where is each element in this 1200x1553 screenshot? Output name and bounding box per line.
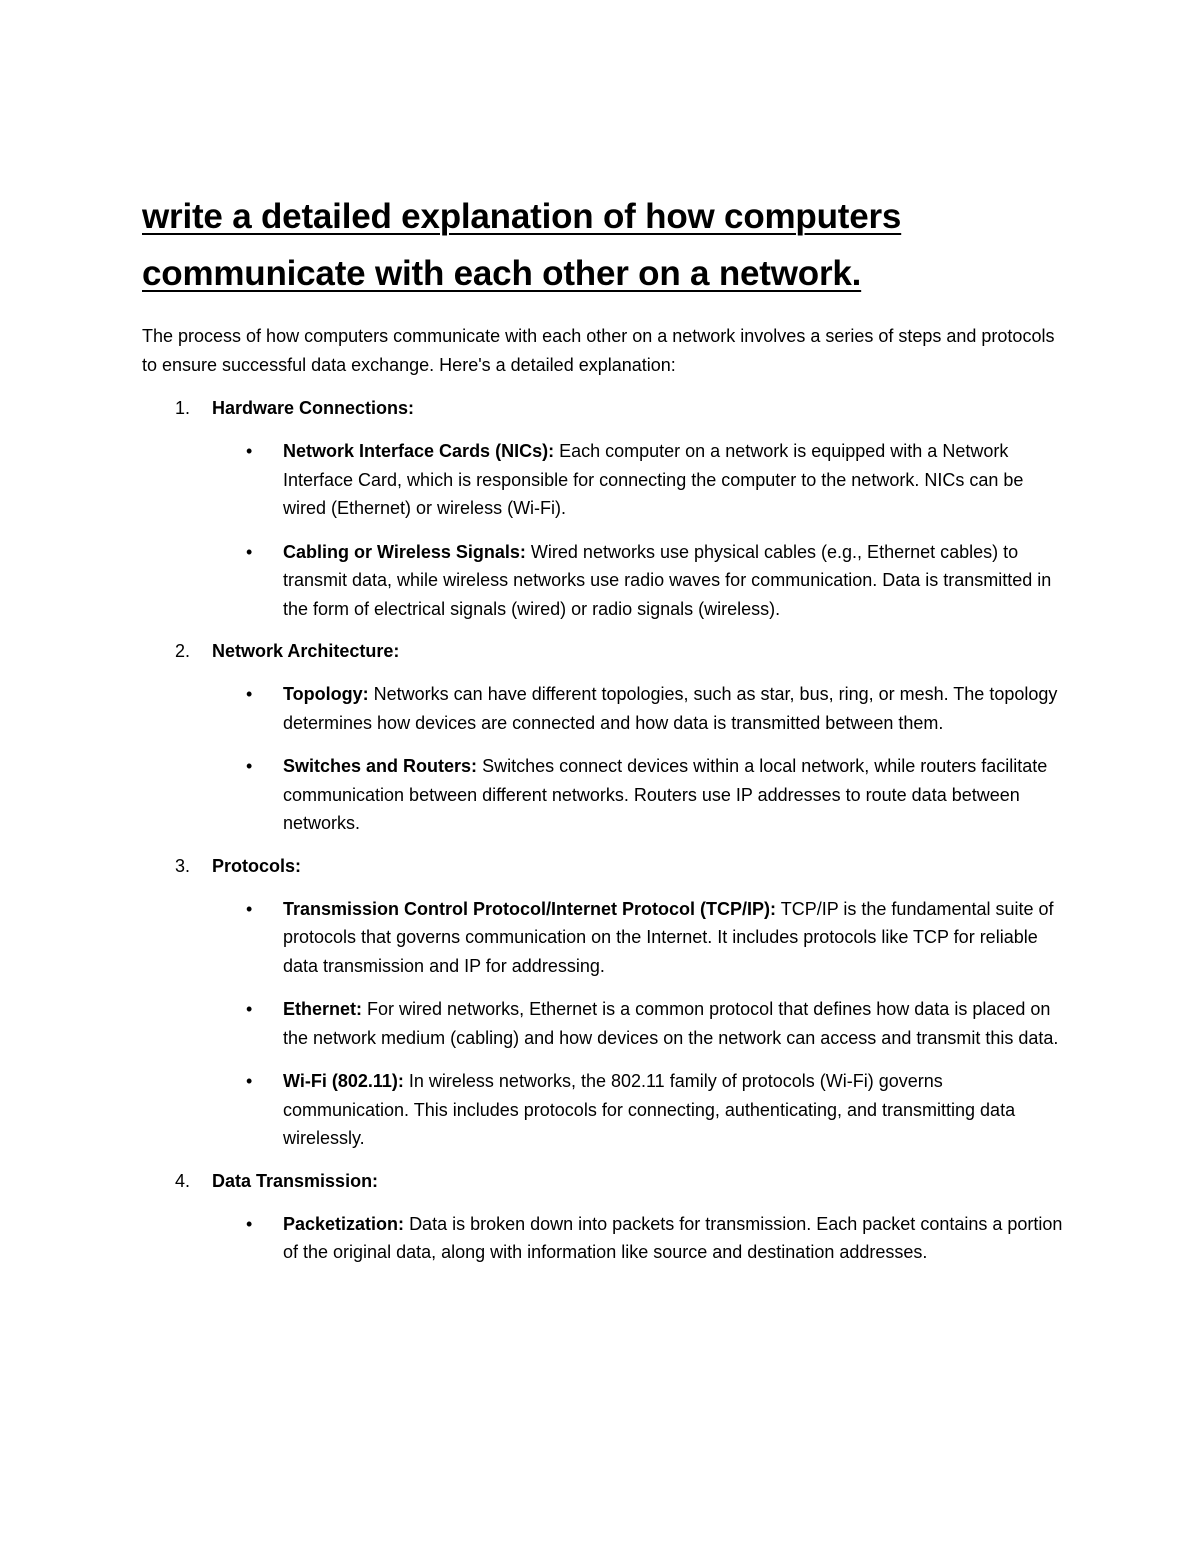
bullet-item-wifi	[142, 1067, 1063, 1153]
bullet-item-ethernet	[142, 995, 1063, 1052]
section-number: 1.	[175, 398, 191, 418]
document-content	[142, 188, 1062, 1281]
section-heading	[142, 852, 1062, 881]
bullet-list	[142, 895, 1062, 1153]
bullet-term: Ethernet:	[283, 999, 363, 1019]
section-data-transmission	[142, 1167, 1062, 1267]
bullet-text: TCP/IP is the fundamental suite of protocols that governs communication on the Internet. It includes protocols like TCP for reliable data transmission and IP for addressing.	[283, 898, 1054, 976]
section-list	[142, 394, 1062, 1267]
section-heading	[142, 637, 1062, 666]
bullet-icon: •	[246, 898, 253, 919]
bullet-icon: •	[246, 541, 253, 562]
title-line-2: communicate with each other on a network.	[142, 254, 862, 293]
title-line-1: write a detailed explanation of how computers	[142, 197, 902, 236]
bullet-term: Packetization:	[283, 1213, 405, 1234]
bullet-icon: •	[246, 441, 253, 461]
intro-paragraph: The process of how computers communicate with each other on a network involves a series of steps and protocols to ensure successful data exchange. Here's a detailed explanation:	[142, 326, 1055, 375]
bullet-item-cabling	[142, 538, 1063, 624]
section-number: 3.	[175, 855, 191, 876]
section-number: 2.	[175, 641, 191, 661]
bullet-list	[142, 437, 1062, 623]
bullet-item-switches-routers	[142, 752, 1063, 838]
bullet-text: Each computer on a network is equipped with a Network Interface Card, which is responsible for connecting the computer to the network. NICs can be wired (Ethernet) or wireless (Wi-Fi).	[283, 441, 1024, 518]
bullet-icon: •	[246, 756, 253, 776]
bullet-item-tcp-ip	[142, 895, 1063, 981]
section-number: 4.	[175, 1170, 191, 1191]
bullet-text: Wired networks use physical cables (e.g., Ethernet cables) to transmit data, while wireless networks use radio waves for communication. Data is transmitted in the form of electrical signals (wired) or radio signals (wireless).	[283, 541, 1052, 619]
bullet-icon: •	[246, 999, 253, 1019]
bullet-list	[142, 680, 1062, 838]
bullet-term: Switches and Routers:	[283, 756, 478, 776]
bullet-item-topology	[142, 680, 1063, 737]
bullet-term: Transmission Control Protocol/Internet Protocol (TCP/IP):	[283, 898, 777, 919]
bullet-item-nics	[142, 437, 1063, 523]
bullet-icon: •	[246, 1071, 253, 1091]
section-title: Hardware Connections:	[212, 398, 415, 418]
bullet-text: In wireless networks, the 802.11 family of protocols (Wi-Fi) governs communication. This includes protocols for connecting, authenticating, and transmitting data wirelessly.	[283, 1071, 1016, 1148]
bullet-text: For wired networks, Ethernet is a common protocol that defines how data is placed on the network medium (cabling) and how devices on the network can access and transmit this data.	[283, 999, 1059, 1048]
bullet-item-packetization	[142, 1210, 1063, 1267]
section-title: Protocols:	[212, 855, 302, 876]
section-network-architecture	[142, 637, 1062, 838]
section-heading	[142, 394, 1062, 423]
bullet-text: Networks can have different topologies, such as star, bus, ring, or mesh. The topology determines how devices are connected and how data is transmitted between them.	[283, 684, 1058, 733]
document-title	[142, 188, 1062, 302]
bullet-term: Wi-Fi (802.11):	[283, 1071, 404, 1091]
bullet-term: Topology:	[283, 684, 369, 704]
bullet-text: Switches connect devices within a local network, while routers facilitate communication between different networks. Routers use IP addresses to route data between networks.	[283, 756, 1048, 833]
bullet-icon: •	[246, 1213, 253, 1234]
bullet-icon: •	[246, 684, 253, 704]
section-title: Network Architecture:	[212, 641, 400, 661]
section-title: Data Transmission:	[212, 1170, 379, 1191]
section-hardware-connections	[142, 394, 1062, 623]
bullet-term: Network Interface Cards (NICs):	[283, 441, 555, 461]
bullet-list	[142, 1210, 1062, 1267]
bullet-text: Data is broken down into packets for transmission. Each packet contains a portion of the original data, along with information like source and destination addresses.	[283, 1213, 1063, 1262]
section-heading	[142, 1167, 1062, 1196]
section-protocols	[142, 852, 1062, 1153]
bullet-term: Cabling or Wireless Signals:	[283, 541, 526, 562]
